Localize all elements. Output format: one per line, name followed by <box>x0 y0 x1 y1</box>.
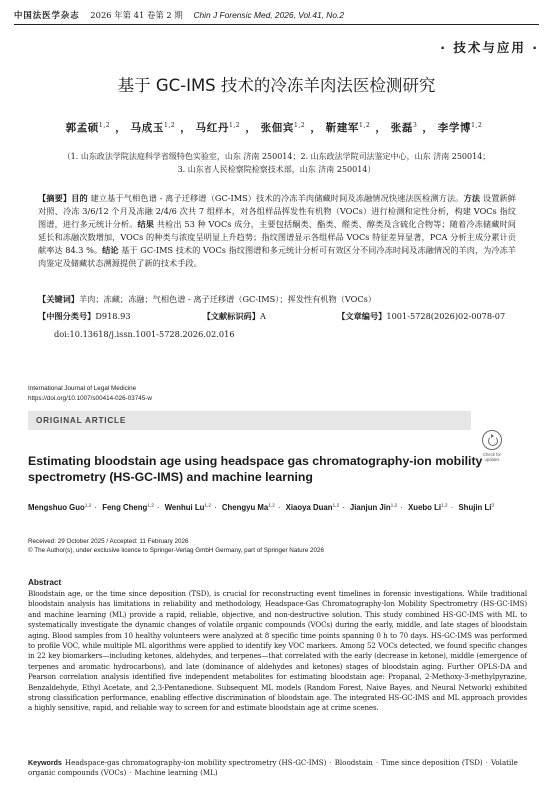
chinese-keywords <box>38 293 516 306</box>
cn-author: 靳建军$^{1,2}$ ， <box>325 121 387 134</box>
cn-author: 李学博$^{1,2}$ <box>437 121 483 134</box>
document-code: 【文献标识码】A <box>202 311 266 321</box>
conclusion-text: 基于 GC-IMS 技术的 VOCs 指纹图谱和多元统计分析可有效区分不同冷冻时间及冻融情况的羊肉，为冷冻羊肉鉴定及储藏状态溯源提供了新的技术手段。 <box>38 245 516 268</box>
chinese-doi[interactable]: doi:10.13618/j.issn.1001-5728.2026.02.016 <box>54 329 235 339</box>
abstract-label: 【摘要】 <box>38 193 72 203</box>
conclusion-label: 结论 <box>102 245 119 255</box>
journal-citation-en: Chin J Forensic Med, 2026, Vol.41, No.2 <box>193 10 344 20</box>
chinese-title: 基于 GC-IMS 技术的冷冻羊肉法医检测研究 <box>117 76 436 95</box>
en-author: Chengyu Ma$^{1,2}$ <box>221 502 275 512</box>
en-author: Xiaoya Duan$^{1,2}$ <box>285 502 340 512</box>
cn-author: 张佃宾$^{1,2}$ ， <box>260 121 322 134</box>
chinese-abstract <box>38 192 516 270</box>
affiliation-line: 3. 山东省人民检察院检察技术部，山东 济南 250014） <box>177 164 376 174</box>
en-author: Xuebo Li$^{1,2}$ <box>408 502 448 512</box>
chinese-affiliations <box>24 151 529 176</box>
cn-author: 马红丹$^{1,2}$ ， <box>195 121 257 134</box>
english-title: Estimating bloodstain age using headspace gas chromatography-ion mobility spectrometry (HS-GC-IMS) and machine learning <box>28 454 483 484</box>
cn-author: 张磊$^3$ ， <box>390 121 434 134</box>
objective-label: 目的 <box>71 193 88 203</box>
header-rule <box>14 24 539 25</box>
en-author: Wenhui Lu$^{1,2}$ <box>164 502 212 512</box>
copyright-notice: © The Author(s), under exclusive licence to Springer-Verlag GmbH Germany, part of Springer Nature 2026 <box>28 547 324 554</box>
en-author: Jianjun Jin$^{1,2}$ <box>349 502 398 512</box>
english-journal-name: International Journal of Legal Medicine <box>28 385 137 392</box>
cn-author: 马成玉$^{1,2}$ ， <box>130 121 192 134</box>
refresh-icon <box>482 430 502 450</box>
article-type-label: ORIGINAL ARTICLE <box>36 416 127 425</box>
article-number: 【文章编号】1001-5728(2026)02-0078-07 <box>337 311 506 321</box>
chinese-authors <box>0 120 553 135</box>
objective-text: 建立基于气相色谱 - 离子迁移谱（GC-IMS）技术的冷冻羊肉储藏时间及冻融情况快速法医检测方法。 <box>87 193 464 203</box>
english-keywords: Keywords Headspace-gas chromatography-ion mobility spectrometry (HS-GC-IMS) · Bloodstain · Time since deposition (TSD) · Volatile organic compounds (VOCs) · Machine learning (ML) <box>28 758 518 778</box>
english-abstract: Bloodstain age, or the time since deposition (TSD), is crucial for reconstructing event timelines in forensic investigations. While traditional bloodstain analysis has limitations in reliability and methodology, Headspace-Gas Chromatography-Ion Mobility Spectrometry (HS-GC-IMS) and machine learning (ML) provide a rapid, reliable, objective, and non-destructive solution. This study combined HS-GC-IMS with ML to systematically investigate the dynamic changes of volatile organic compounds (VOCs) during the early, middle, and late stages of bloodstain aging. Blood samples from 10 healthy volunteers were analyzed at 8 specific time points spanning 0 h to 70 days. HS-GC-IMS was performed to profile VOC, while multiple ML algorithms were applied to identify key VOC markers. Among 52 VOCs detected, we found specific changes in 22 key biomarkers—including ketones, aldehydes, and terpenes—that correlated with the early (decrease in ketone), middle (emergence of terpenes and aromatic hydrocarbons), and late (dominance of aldehydes and ketones) stages of bloodstain aging. Further OPLS-DA and Pearson correlation analysis identified five independent metabolites for estimating bloodstain age: Propanal, 2-Methoxy-3-methylpyrazine, Benzaldehyde, Ethyl Acetate, and 2,3-Pentanedione. Subsequent ML models (Random Forest, Naive Bayes, and Neural Network) exhibited strong classification performance, enabling effective discrimination of bloodstain age. The integrated HS-GC-IMS and ML approach provides a highly sensitive, rapid, and reliable way to screen for and estimate bloodstain age at crime scenes. <box>28 589 527 713</box>
method-text: 设置新鲜对照、冷冻 3/6/12 个月及冻融 2/4/6 次共 7 组样本，对各组样品挥发性有机物（VOCs）进行检测和定性分析，构建 VOCs 指纹图谱，进行多元统计分析。 <box>38 193 516 229</box>
affiliation-line: （1. 山东政法学院法庭科学省级特色实验室，山东 济南 250014；2. 山东政法学院司法鉴定中心，山东 济南 250014； <box>62 152 491 161</box>
en-author: Shujin Li$^3$ <box>458 502 495 512</box>
journal-name-cn: 中国法医学杂志 <box>14 10 80 20</box>
result-label: 结果 <box>137 219 155 229</box>
method-label: 方法 <box>463 193 481 203</box>
abstract-heading: Abstract <box>28 578 62 587</box>
received-accepted-dates: Received: 29 October 2025 / Accepted: 11 February 2026 <box>28 538 189 545</box>
classification-row <box>38 310 516 323</box>
en-author: Mengshuo Guo$^{1,2}$ <box>28 502 92 512</box>
cn-author: 郭孟硕$^{1,2}$ ， <box>65 121 127 134</box>
clc-number: 【中图分类号】D918.93 <box>38 311 131 321</box>
check-for-updates-badge[interactable]: Check for updates <box>476 430 508 462</box>
journal-header <box>14 8 539 22</box>
journal-issue-cn: 2026 年第 41 卷第 2 期 <box>90 10 183 20</box>
column-label: · 技术与应用 · <box>440 40 539 55</box>
result-text: 共检出 53 种 VOCs 成分，主要包括酮类、酯类、醛类、醇类及含硫化合物等；随着冷冻储藏时间延长和冻融次数增加，VOCs 的种类与浓度呈明显上升趋势；指纹图谱显示各组样品 VOCs 特征差异显著，PCA 分析主成分累计贡献率达 84.3 %。 <box>38 219 516 255</box>
keywords-text: 羊肉；冻藏；冻融；气相色谱 - 离子迁移谱（GC-IMS）；挥发性有机物（VOCs） <box>78 294 377 304</box>
keywords-label: Keywords <box>28 759 62 767</box>
keywords-label: 【关键词】 <box>38 294 79 304</box>
en-author: Feng Cheng$^{1,2}$ <box>102 502 154 512</box>
english-authors: Mengshuo Guo$^{1,2}$ · Feng Cheng$^{1,2}$ · Wenhui Lu$^{1,2}$ · Chengyu Ma$^{1,2}$ · Xiaoya Duan$^{1,2}$ · Jianjun Jin$^{1,2}$ · Xuebo Li$^{1,2}$ · Shujin Li$^3$ <box>28 502 495 512</box>
english-doi-link[interactable]: https://doi.org/10.1007/s00414-026-03745-w <box>28 395 152 402</box>
